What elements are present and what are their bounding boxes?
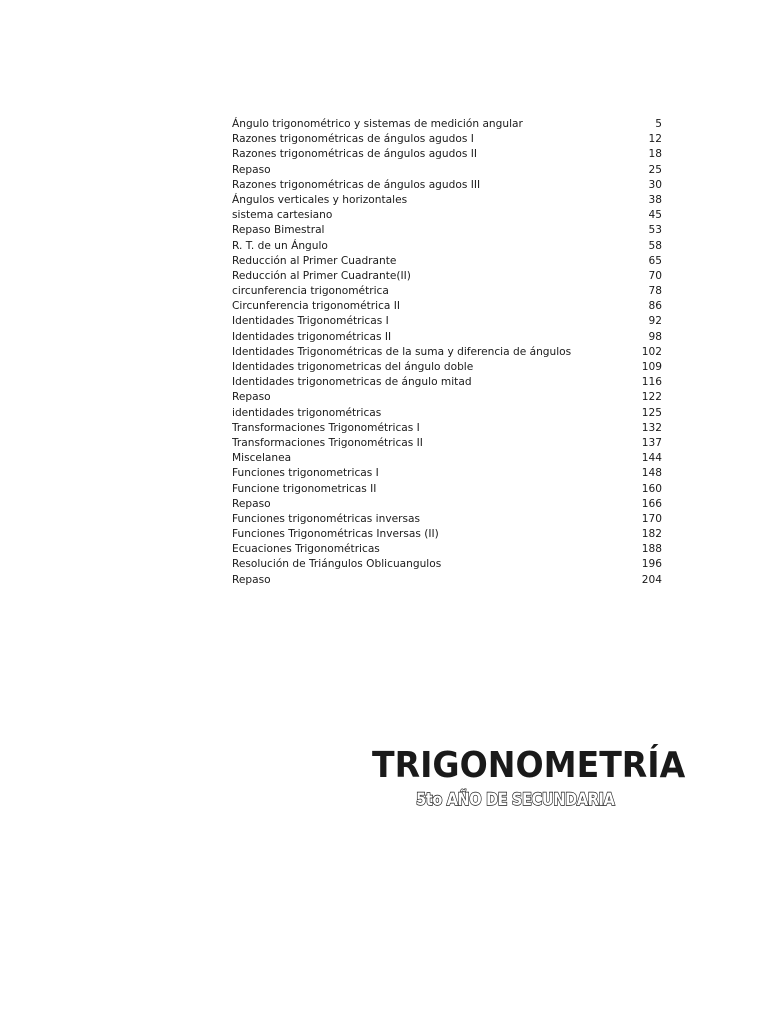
book-subtitle: 5to AÑO DE SECUNDARIA	[416, 790, 615, 810]
toc-entry-page: 109	[641, 361, 662, 373]
toc-entry-page: 170	[641, 512, 662, 525]
toc-entry-page: 144	[641, 452, 662, 465]
toc-entry-title: Transformaciones Trigonométricas II	[232, 436, 423, 449]
toc-entry-page: 125	[641, 406, 662, 419]
toc-entry-page: 102	[641, 345, 662, 358]
toc-entry	[232, 497, 662, 512]
toc-entry	[232, 375, 662, 390]
toc-entry-title: Razones trigonométricas de ángulos agudos I	[232, 133, 474, 146]
toc-entry-title: Funcione trigonometricas II	[232, 482, 377, 495]
toc-entry-title: Ángulo trigonométrico y sistemas de medición angular	[232, 118, 523, 130]
toc-entry-title: Miscelanea	[232, 452, 292, 465]
toc-entry-page: 30	[648, 178, 662, 191]
toc-entry-title: Funciones trigonometricas I	[232, 467, 379, 480]
toc-entry	[232, 223, 662, 238]
toc-entry-title: Identidades Trigonométricas de la suma y diferencia de ángulos	[232, 345, 572, 358]
toc-entry	[232, 482, 662, 497]
toc-entry	[232, 542, 662, 557]
toc-entry	[232, 163, 662, 178]
toc-entry-title: sistema cartesiano	[232, 209, 333, 222]
toc-entry-page: 92	[648, 315, 662, 328]
toc-entry-page: 122	[641, 391, 662, 404]
toc-entry-title: R. T. de un Ángulo	[232, 239, 328, 252]
toc-entry	[232, 527, 662, 542]
toc-entry	[232, 208, 662, 223]
toc-entry-page: 45	[648, 209, 662, 222]
toc-entry	[232, 147, 662, 162]
toc-entry	[232, 314, 662, 329]
toc-entry-page: 166	[641, 497, 662, 510]
toc-entry-title: Repaso	[232, 497, 271, 510]
toc-entry-title: Identidades trigonometricas del ángulo doble	[232, 361, 474, 373]
toc-entry-title: Repaso	[232, 391, 271, 404]
toc-entry-page: 132	[641, 421, 662, 434]
toc-entry-page: 65	[648, 254, 662, 267]
toc-entry	[232, 254, 662, 269]
toc-entry-page: 18	[648, 148, 662, 161]
toc-entry-page: 137	[641, 436, 662, 449]
toc-entry	[232, 573, 662, 588]
toc-entry-title: Reducción al Primer Cuadrante	[232, 254, 397, 267]
toc-entry-page: 160	[641, 482, 662, 495]
toc-entry	[232, 451, 662, 466]
toc-entry	[232, 239, 662, 254]
toc-entry-page: 25	[648, 163, 662, 176]
toc-entry	[232, 345, 662, 360]
toc-entry	[232, 557, 662, 572]
toc-entry-page: 12	[648, 133, 662, 146]
toc-entry-page: 78	[648, 285, 662, 298]
toc-entry-page: 188	[641, 543, 662, 556]
toc-entry-page: 196	[641, 558, 662, 571]
toc-entry-title: Repaso Bimestral	[232, 224, 325, 237]
toc-entry	[232, 406, 662, 421]
toc-entry-page: 70	[648, 269, 662, 282]
toc-entry-page: 5	[655, 118, 662, 130]
toc-entry	[232, 466, 662, 481]
toc-entry-title: Funciones Trigonométricas Inversas (II)	[232, 528, 439, 541]
toc-entry-page: 98	[648, 330, 662, 343]
toc-entry	[232, 193, 662, 208]
toc-entry	[232, 132, 662, 147]
toc-entry	[232, 269, 662, 284]
toc-entry-title: Ecuaciones Trigonométricas	[232, 543, 380, 556]
toc-entry-title: identidades trigonométricas	[232, 406, 382, 419]
toc-entry-page: 148	[641, 467, 662, 480]
toc-entry	[232, 436, 662, 451]
toc-entry-page: 38	[648, 193, 662, 206]
toc-entry-page: 116	[641, 376, 662, 389]
toc-entry-page: 86	[648, 300, 662, 313]
toc-entry-page: 53	[648, 224, 662, 237]
toc-entry-title: Transformaciones Trigonométricas I	[232, 421, 420, 434]
toc-entry	[232, 299, 662, 314]
toc-entry-title: Identidades trigonometricas de ángulo mitad	[232, 376, 472, 389]
book-title: TRIGONOMETRÍA	[372, 745, 686, 786]
toc-entry-page: 182	[641, 528, 662, 541]
toc-entry-title: Razones trigonométricas de ángulos agudos III	[232, 178, 481, 191]
toc-entry-title: circunferencia trigonométrica	[232, 285, 389, 298]
toc-entry-title: Reducción al Primer Cuadrante(II)	[232, 269, 411, 282]
toc-entry	[232, 360, 662, 375]
toc-entry-title: Identidades Trigonométricas I	[232, 315, 389, 328]
toc-entry-page: 58	[648, 239, 662, 252]
toc-entry-title: Funciones trigonométricas inversas	[232, 512, 420, 525]
toc-entry-title: Circunferencia trigonométrica II	[232, 300, 401, 313]
toc-entry-title: Repaso	[232, 163, 271, 176]
toc-entry	[232, 117, 662, 132]
toc-entry-title: Resolución de Triángulos Oblicuangulos	[232, 558, 442, 571]
toc-entry	[232, 512, 662, 527]
toc-entry	[232, 178, 662, 193]
table-of-contents	[232, 117, 662, 588]
toc-entry-title: Identidades trigonométricas II	[232, 330, 392, 343]
toc-entry-title: Razones trigonométricas de ángulos agudos II	[232, 148, 477, 161]
toc-entry	[232, 330, 662, 345]
toc-entry-title: Ángulos verticales y horizontales	[232, 193, 408, 206]
toc-entry	[232, 390, 662, 405]
toc-entry	[232, 284, 662, 299]
toc-entry	[232, 421, 662, 436]
toc-entry-page: 204	[641, 573, 662, 586]
toc-entry-title: Repaso	[232, 573, 271, 586]
